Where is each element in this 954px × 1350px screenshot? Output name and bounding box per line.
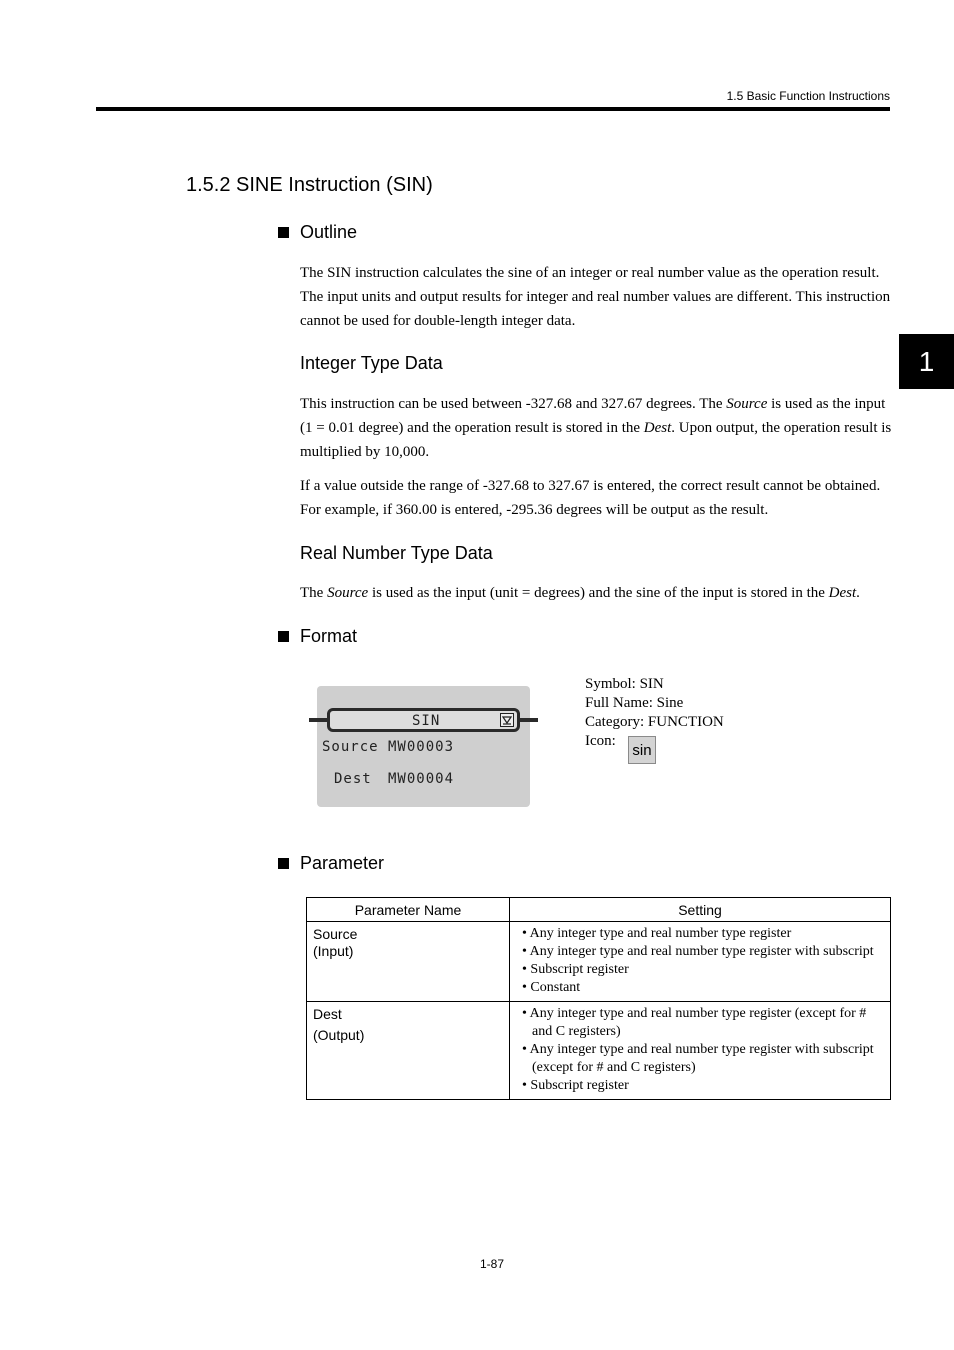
outline-text: The SIN instruction calculates the sine of an integer or real number value as the operation result. The input units and output results for integer and real number values are different. This instruction cannot be used for double-length integer data. (300, 265, 891, 329)
setting-item: • Any integer type and real number type register (522, 926, 792, 941)
full-name-line: Full Name: Sine (585, 695, 684, 711)
param-setting-cell (510, 922, 891, 1002)
integer-p1-b: is used as the input (1 = 0.01 degree) and the operation result is stored in the (300, 396, 886, 436)
chapter-tab: 1 (899, 334, 954, 389)
icon-line: Icon: (585, 733, 616, 749)
bullet-square-icon (278, 858, 289, 869)
expand-icon (500, 713, 514, 727)
header-rule (96, 107, 890, 111)
parameter-heading-label: Parameter (300, 853, 385, 873)
source-value: MW00003 (388, 739, 455, 755)
param-direction: (Input) (313, 943, 354, 959)
setting-item: • Any integer type and real number type register with subscript (522, 944, 874, 959)
parameter-heading (278, 853, 384, 874)
param-setting-cell (510, 1002, 891, 1100)
symbol-line: Symbol: SIN (585, 676, 664, 692)
bullet-square-icon (278, 227, 289, 238)
param-name: Dest (313, 1006, 342, 1022)
table-header-row (307, 898, 891, 922)
outline-heading (278, 222, 357, 243)
param-name: Source (313, 926, 358, 942)
dest-value: MW00004 (388, 771, 455, 787)
real-p1-a: The (300, 585, 328, 601)
parameter-table (306, 897, 891, 1100)
real-p1-c: . (856, 585, 860, 601)
format-heading (278, 626, 357, 647)
real-p1-b: is used as the input (unit = degrees) and the sine of the input is stored in the (368, 585, 829, 601)
integer-p2: If a value outside the range of -327.68 to 327.67 is entered, the correct result cannot be obtained. For example, if 360.00 is entered, -295.36 degrees will be output as the result. (300, 478, 881, 518)
bullet-square-icon (278, 631, 289, 642)
sin-icon: sin (628, 736, 656, 764)
real-heading: Real Number Type Data (300, 543, 493, 563)
param-name-cell (307, 922, 510, 1002)
category-line: Category: FUNCTION (585, 714, 724, 730)
source-term: Source (327, 585, 369, 601)
source-term: Source (726, 396, 768, 412)
table-row (307, 1002, 891, 1100)
section-title: 1.5.2 SINE Instruction (SIN) (186, 174, 433, 196)
column-header-name: Parameter Name (307, 898, 510, 922)
column-header-setting: Setting (510, 898, 891, 922)
outline-paragraph (300, 261, 892, 333)
setting-item: • Subscript register (522, 962, 629, 977)
function-block-title: SIN (412, 713, 441, 729)
param-direction: (Output) (313, 1027, 365, 1043)
page-number: 1-87 (479, 1257, 505, 1271)
param-name-cell (307, 1002, 510, 1100)
integer-heading: Integer Type Data (300, 353, 443, 373)
integer-paragraph-1 (300, 392, 892, 464)
running-head: 1.5 Basic Function Instructions (726, 89, 890, 103)
setting-item: • Subscript register (522, 1078, 629, 1093)
setting-item: • Constant (522, 980, 581, 995)
outline-heading-label: Outline (300, 222, 358, 242)
format-heading-label: Format (300, 626, 358, 646)
dest-term: Dest (643, 420, 672, 436)
setting-item: • Any integer type and real number type register with subscript (except for # and C registers) (522, 1042, 874, 1075)
integer-p1-c: . Upon output, the operation result is multiplied by 10,000. (300, 420, 892, 460)
dest-term: Dest (828, 585, 857, 601)
integer-p1-a: This instruction can be used between -327.68 and 327.67 degrees. The (300, 396, 727, 412)
setting-item: • Any integer type and real number type register (except for # and C registers) (522, 1006, 867, 1039)
source-label: Source (322, 739, 379, 755)
integer-paragraph-2 (300, 474, 892, 522)
real-paragraph (300, 581, 900, 605)
dest-label: Dest (334, 771, 372, 787)
table-row (307, 922, 891, 1002)
